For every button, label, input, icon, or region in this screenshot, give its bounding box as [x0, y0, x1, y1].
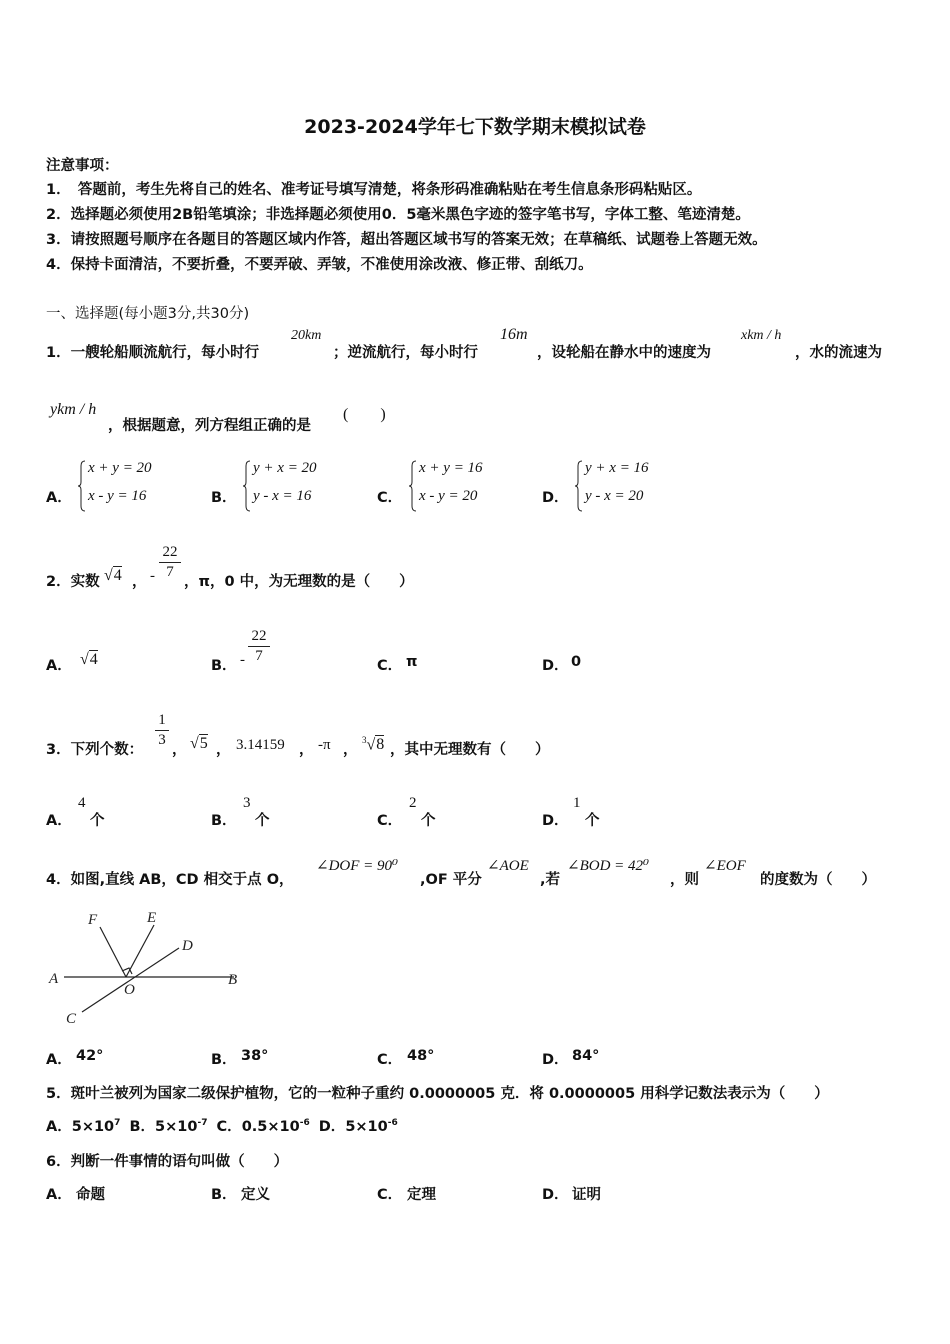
q3-option-d-unit: 个 — [585, 813, 600, 829]
q4-text-2: ,OF 平分 — [420, 872, 482, 888]
q4-text-1: 4．如图,直线 AB，CD 相交于点 O， — [46, 872, 294, 888]
q5-option-b-exp: -7 — [197, 1118, 208, 1129]
q2-option-a-sqrt: √4 — [80, 651, 98, 668]
q6-option-d-value: 证明 — [572, 1187, 601, 1203]
notice-item: 3．请按照题号顺序在各题目的答题区域内作答，超出答题区域书写的答案无效；在草稿纸、试题卷上答题无效。 — [46, 232, 767, 248]
q3-cbrt-index: 3 — [362, 735, 367, 745]
q4-option-a-label: A． — [46, 1052, 72, 1068]
brace-icon — [243, 460, 251, 512]
q5-option-d-base: 5×10 — [345, 1119, 388, 1135]
q6-option-d-label: D． — [542, 1187, 569, 1203]
q6-option-b-label: B． — [211, 1187, 237, 1203]
q2-option-c-label: C． — [377, 658, 403, 674]
q5-option-a-base: 5×10 — [71, 1119, 115, 1135]
q1-text-1: 1．一艘轮船顺流航行，每小时行 — [46, 345, 260, 361]
q3-comma-4: ， — [343, 742, 358, 758]
q2-option-d-label: D． — [542, 658, 569, 674]
q5-option-c-exp: -6 — [299, 1118, 310, 1129]
q1-option-b-label: B． — [211, 490, 237, 506]
notice-item: 2．选择题必须使用2B铅笔填涂；非选择题必须使用0．5毫米黑色字迹的签字笔书写，字体工整、笔迹清楚。 — [46, 207, 750, 223]
q2-option-d-value: 0 — [571, 654, 582, 670]
line-cd — [82, 948, 179, 1012]
q2-option-b-label: B． — [211, 658, 237, 674]
q5-option-c-label: C． — [216, 1119, 242, 1135]
q1-value-x: xkm / h — [741, 328, 782, 343]
q4-option-b-label: B． — [211, 1052, 237, 1068]
q3-cube-root: $^3$√8 — [362, 735, 385, 754]
q4-option-c-label: C． — [377, 1052, 403, 1068]
q2-sqrt: √4 — [104, 567, 122, 584]
label-o: O — [124, 982, 135, 998]
q2-minus: - — [150, 568, 155, 584]
q3-option-c-number: 2 — [409, 795, 417, 811]
q4-expr-eof: ∠EOF — [704, 858, 746, 874]
q2-sqrt-arg: 4 — [113, 567, 122, 584]
brace-icon — [78, 460, 86, 512]
q3-sqrt: √5 — [190, 735, 208, 752]
q1-option-c-label: C． — [377, 490, 403, 506]
fraction-bar — [155, 730, 169, 731]
geometry-figure — [44, 905, 249, 1030]
fraction-bar — [248, 646, 270, 647]
q1-answer-paren: ( ) — [343, 406, 386, 423]
q5-option-a-label: A． — [46, 1119, 72, 1135]
q5-option-d-label: D． — [318, 1119, 346, 1135]
q3-option-b-number: 3 — [243, 795, 251, 811]
q5-options — [46, 1115, 398, 1136]
q3-option-b-unit: 个 — [255, 813, 270, 829]
label-a: A — [49, 971, 59, 987]
q6-text: 6．判断一件事情的语句叫做（ ） — [46, 1154, 289, 1170]
q5-option-b-label: B． — [129, 1119, 156, 1135]
q6-option-a-label: A． — [46, 1187, 72, 1203]
q2-option-b-denominator: 7 — [255, 648, 263, 664]
q3-value-4: -π — [318, 737, 331, 753]
q4-option-c-value: 48° — [407, 1048, 435, 1064]
q1-text-4: ，水的流速为 — [795, 345, 882, 361]
q3-sqrt-arg: 5 — [199, 735, 208, 752]
q5-option-c-base: 0.5×10 — [241, 1119, 300, 1135]
q3-option-d-label: D． — [542, 813, 569, 829]
q1-option-c-system — [409, 460, 509, 514]
q4-text-5: 的度数为（ ） — [760, 872, 876, 888]
q3-text-2: ，其中无理数有（ ） — [390, 742, 550, 758]
q1-value-16m: 16m — [500, 326, 528, 343]
q2-option-c-value: π — [406, 654, 418, 670]
q2-comma: ， — [132, 574, 147, 590]
q1-option-d-label: D． — [542, 490, 569, 506]
q4-option-b-value: 38° — [241, 1048, 269, 1064]
q3-comma-2: ， — [216, 742, 231, 758]
q4-expr-bod: ∠BOD = 42⁰ — [567, 858, 650, 874]
q3-option-d-number: 1 — [573, 795, 581, 811]
q1-option-b-system — [243, 460, 343, 514]
q2-denominator: 7 — [166, 564, 174, 580]
q1-option-a-eq1: x + y = 20 — [88, 460, 152, 476]
q1-option-d-system — [575, 460, 675, 514]
notice-item: 1． 答题前，考生先将自己的姓名、准考证号填写清楚，将条形码准确粘贴在考生信息条形码粘贴区。 — [46, 182, 702, 198]
q1-option-a-label: A． — [46, 490, 72, 506]
q1-option-c-eq1: x + y = 16 — [419, 460, 483, 476]
q4-option-d-label: D． — [542, 1052, 569, 1068]
page-title: 2023-2024学年七下数学期末模拟试卷 — [304, 116, 646, 138]
q6-option-a-value: 命题 — [76, 1187, 105, 1203]
q4-text-4: ，则 — [670, 872, 699, 888]
q2-option-a-label: A． — [46, 658, 72, 674]
q1-value-20km: 20km — [291, 328, 322, 343]
q6-option-b-value: 定义 — [241, 1187, 270, 1203]
q4-expr-aoe: ∠AOE — [487, 858, 529, 874]
q3-option-a-number: 4 — [78, 795, 86, 811]
q2-text-1: 2．实数 — [46, 574, 100, 590]
q5-option-b-base: 5×10 — [155, 1119, 198, 1135]
q4-option-d-value: 84° — [572, 1048, 600, 1064]
q2-option-b-minus: - — [240, 652, 245, 668]
q3-option-c-label: C． — [377, 813, 403, 829]
label-f: F — [88, 912, 98, 928]
q5-option-a-exp: 7 — [114, 1118, 121, 1129]
q3-option-c-unit: 个 — [421, 813, 436, 829]
brace-icon — [575, 460, 583, 512]
q1-option-d-eq1: y + x = 16 — [585, 460, 649, 476]
q3-cbrt-arg: 8 — [376, 736, 385, 754]
q3-fraction — [155, 712, 169, 749]
q4-option-a-value: 42° — [76, 1048, 104, 1064]
brace-icon — [409, 460, 417, 512]
label-d: D — [182, 938, 193, 954]
q3-value-3: 3.14159 — [236, 737, 285, 753]
q2-fraction — [159, 544, 181, 581]
q3-option-a-label: A． — [46, 813, 72, 829]
section-heading: 一、选择题(每小题3分,共30分) — [46, 306, 250, 322]
q6-option-c-label: C． — [377, 1187, 403, 1203]
ray-of — [100, 927, 126, 977]
q3-denominator: 3 — [158, 732, 166, 748]
q1-option-b-eq2: y - x = 16 — [253, 488, 312, 504]
q1-option-c-eq2: x - y = 20 — [419, 488, 478, 504]
q3-text-1: 3．下列个数： — [46, 742, 144, 758]
q4-expr-dof: ∠DOF = 90⁰ — [316, 858, 399, 874]
q1-value-y: ykm / h — [50, 401, 97, 418]
q1-text-3: ，设轮船在静水中的速度为 — [537, 345, 711, 361]
q3-option-a-unit: 个 — [90, 813, 105, 829]
q2-option-a-arg: 4 — [89, 651, 98, 668]
q1-option-a-eq2: x - y = 16 — [88, 488, 147, 504]
q2-text-2: ，π，0 中，为无理数的是（ ） — [184, 574, 414, 590]
q2-option-b-numerator: 22 — [251, 628, 267, 644]
q1-option-d-eq2: y - x = 20 — [585, 488, 644, 504]
q3-comma-3: ， — [299, 742, 314, 758]
fraction-bar — [159, 562, 181, 563]
label-c: C — [66, 1011, 77, 1027]
q2-option-b-fraction — [248, 628, 270, 665]
notice-item: 4．保持卡面清洁，不要折叠，不要弄破、弄皱，不准使用涂改液、修正带、刮纸刀。 — [46, 257, 593, 273]
q4-text-3: ,若 — [540, 872, 561, 888]
q1-text-5: ，根据题意，列方程组正确的是 — [108, 418, 311, 434]
q3-comma-1: ， — [172, 742, 187, 758]
q1-option-a-system — [78, 460, 178, 514]
q5-text: 5．斑叶兰被列为国家二级保护植物，它的一粒种子重约 0.0000005 克．将 0.0000005 用科学记数法表示为（ ） — [46, 1086, 829, 1102]
label-e: E — [147, 910, 157, 926]
q1-text-2: ；逆流航行，每小时行 — [333, 345, 478, 361]
q1-option-b-eq1: y + x = 20 — [253, 460, 317, 476]
q2-numerator: 22 — [162, 544, 178, 560]
label-b: B — [228, 972, 238, 988]
q3-option-b-label: B． — [211, 813, 237, 829]
q6-option-c-value: 定理 — [407, 1187, 436, 1203]
q5-option-d-exp: -6 — [387, 1118, 398, 1129]
notice-heading: 注意事项： — [46, 158, 119, 174]
q3-numerator: 1 — [158, 712, 166, 728]
